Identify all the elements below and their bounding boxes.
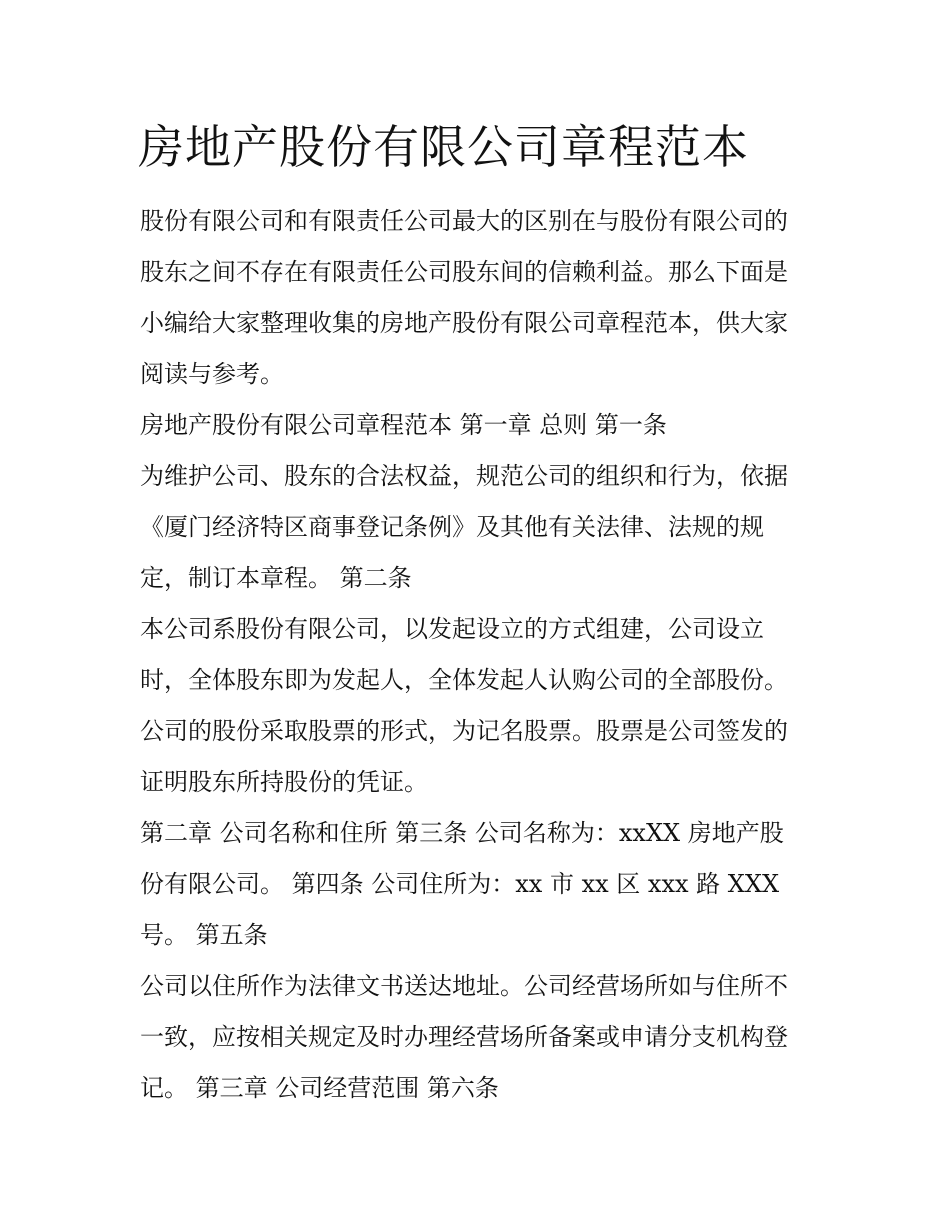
text-line: 份有限公司。 第四条 公司住所为：xx 市 xx 区 xxx 路 XXX — [140, 870, 780, 898]
text-line: 一致，应按相关规定及时办理经营场所备案或申请分支机构登 — [140, 1023, 788, 1051]
text-line: 小编给大家整理收集的房地产股份有限公司章程范本，供大家 — [140, 309, 788, 337]
paragraph-article-2 — [140, 604, 820, 808]
document-title: 房地产股份有限公司章程范本 — [138, 120, 749, 174]
text-line: 公司以住所作为法律文书送达地址。公司经营场所如与住所不 — [140, 972, 788, 1000]
text-line: 股东之间不存在有限责任公司股东间的信赖利益。那么下面是 — [140, 258, 788, 286]
text-line: 阅读与参考。 — [140, 360, 284, 388]
paragraph-chapter-2 — [140, 808, 820, 961]
paragraph-intro — [140, 196, 820, 400]
text-line: 为维护公司、股东的合法权益，规范公司的组织和行为，依据 — [140, 462, 788, 490]
text-line: 《厦门经济特区商事登记条例》及其他有关法律、法规的规 — [140, 513, 764, 541]
text-line: 号。 第五条 — [140, 921, 268, 949]
text-line: 定，制订本章程。 第二条 — [140, 564, 412, 592]
text-line: 时，全体股东即为发起人，全体发起人认购公司的全部股份。 — [140, 666, 788, 694]
paragraph-article-5 — [140, 961, 820, 1114]
paragraph-article-1 — [140, 451, 820, 604]
text-line: 证明股东所持股份的凭证。 — [140, 768, 428, 796]
document-body — [140, 196, 820, 1114]
text-line: 本公司系股份有限公司，以发起设立的方式组建，公司设立 — [140, 615, 764, 643]
text-line: 公司的股份采取股票的形式，为记名股票。股票是公司签发的 — [140, 717, 788, 745]
paragraph-chapter-heading — [140, 400, 820, 451]
text-line: 房地产股份有限公司章程范本 第一章 总则 第一条 — [140, 411, 667, 439]
text-line: 股份有限公司和有限责任公司最大的区别在与股份有限公司的 — [140, 207, 788, 235]
text-line: 第二章 公司名称和住所 第三条 公司名称为：xxXX 房地产股 — [140, 819, 784, 847]
text-line: 记。 第三章 公司经营范围 第六条 — [140, 1074, 499, 1102]
